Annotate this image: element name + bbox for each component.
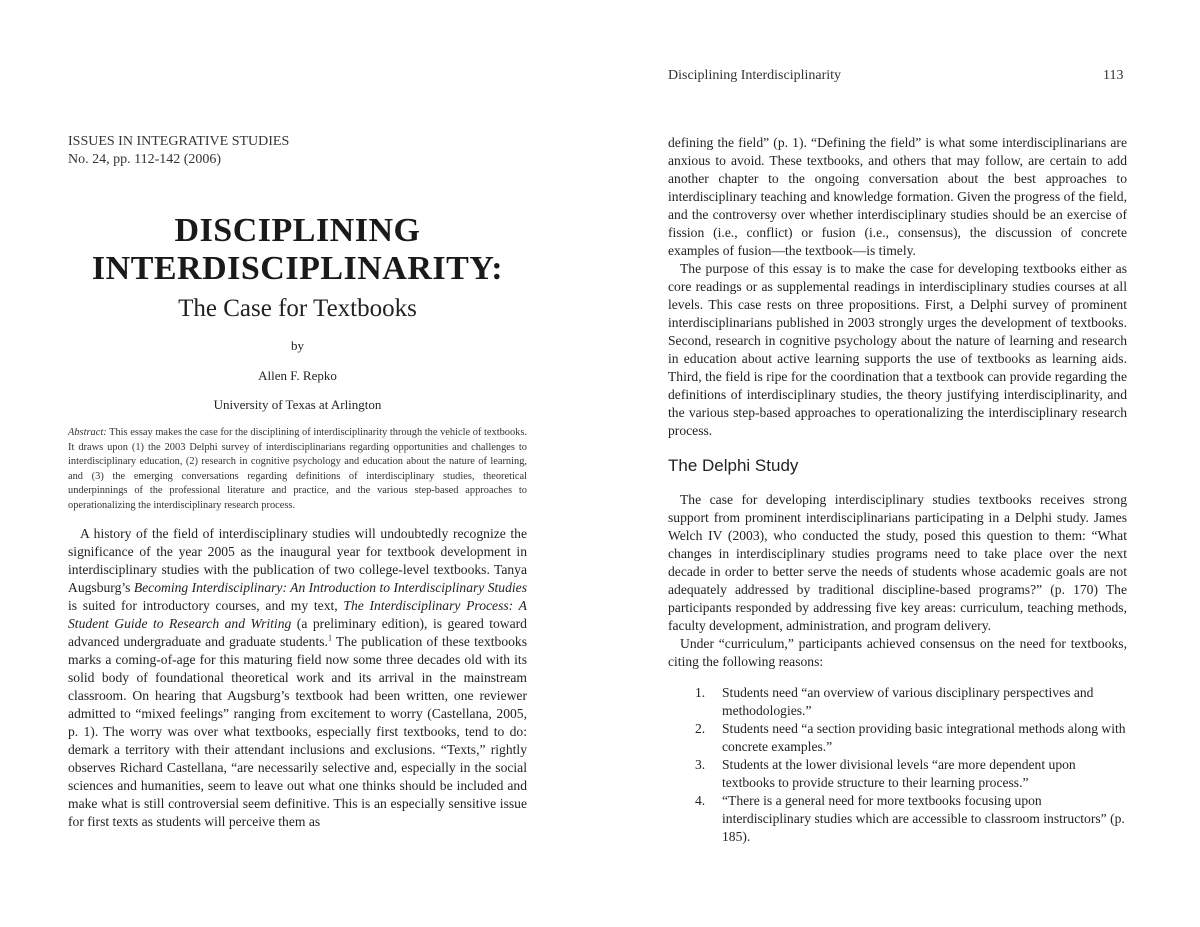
journal-info bbox=[68, 133, 289, 169]
body-text-right-top bbox=[668, 134, 1127, 440]
list-item bbox=[668, 684, 1127, 720]
reasons-list bbox=[668, 684, 1127, 846]
byline-by: by bbox=[291, 338, 304, 353]
journal-issue: No. 24, pp. 112-142 (2006) bbox=[68, 152, 222, 167]
list-item bbox=[668, 720, 1127, 756]
right-page bbox=[600, 0, 1200, 927]
paragraph: The case for developing interdisciplinary studies textbooks receives strong support from prominent interdisciplinarians participating in a Delphi study. James Welch IV (2003), who conducted the study, posed this question to them: “What changes in interdisciplinary studies programs need to take place over the next decade in order to better serve the needs of students whose academic goals are not adequately addressed by traditional discipline-based programs?” (p. 170) The participants responded by addressing five key areas: curriculum, teaching methods, faculty development, administration, and program delivery. bbox=[668, 492, 1127, 633]
list-item bbox=[668, 792, 1127, 846]
author-name: Allen F. Repko bbox=[258, 368, 337, 383]
title-line-2: INTERDISCIPLINARITY: bbox=[91, 250, 504, 287]
abstract-label: Abstract: bbox=[68, 427, 107, 438]
book-title-repko: The Interdisciplinary Process: A Student Guide to Research and Writing bbox=[68, 598, 527, 631]
paragraph: The purpose of this essay is to make the case for developing textbooks either as core readings or as supplemental readings in interdisciplinary studies courses at all levels. This case rests on three propositions. First, a Delphi survey of prominent interdisciplinarians published in 2003 strongly urges the development of textbooks. Second, research in cognitive psychology about the nature of learning and research in education about active learning supports the use of textbooks as learning aids. Third, the field is ripe for the coordination that a textbook can provide regarding the definitions of interdisciplinary studies, the theory justifying interdisciplinarity, and the various step-based approaches to operationalizing the interdisciplinary research process. bbox=[668, 261, 1127, 438]
text-run: The publication of these textbooks marks a coming-of-age for this maturing field now some three decades old with its solid body of foundational theoretical work and its arrival in the mainstream classroom. On hearing that Augsburg’s textbook had been written, one reviewer admitted to “mixed feelings” ranging from excitement to worry (Castellana, 2005, p. 1). The worry was over what textbooks, especially first textbooks, tend to do: demark a territory with their attendant inclusions and exclusions. “Texts,” rightly observes Richard Castellana, “are necessarily selective and, especially in the social sciences and humanities, seem to leave out what one thinks should be included and make what is still controversial seem definitive. This is an especially sensitive issue for first texts as students will perceive them as bbox=[68, 634, 528, 829]
list-item-text: Students at the lower divisional levels “are more dependent upon textbooks to provide structure to their learning process.” bbox=[722, 757, 1076, 790]
author-affiliation: University of Texas at Arlington bbox=[213, 397, 382, 412]
article-subtitle: The Case for Textbooks bbox=[178, 295, 417, 322]
list-item-text: Students need “an overview of various disciplinary perspectives and methodologies.” bbox=[722, 685, 1094, 718]
list-item-text: “There is a general need for more textbooks focusing upon interdisciplinary studies which are accessible to classroom instructors” (p. 185). bbox=[722, 793, 1125, 844]
article-title bbox=[60, 212, 535, 288]
text-run: is suited for introductory courses, and my text, bbox=[68, 598, 344, 613]
text-run: (a preliminary edition), is geared toward advanced undergraduate and graduate students. bbox=[68, 616, 527, 649]
footnote-marker[interactable]: 1 bbox=[327, 633, 332, 643]
section-heading: The Delphi Study bbox=[668, 456, 799, 475]
list-number: 1. bbox=[695, 685, 706, 700]
running-head: Disciplining Interdisciplinarity bbox=[668, 68, 842, 83]
list-number: 3. bbox=[695, 757, 706, 772]
list-number: 2. bbox=[695, 721, 706, 736]
page-number: 113 bbox=[1103, 68, 1124, 83]
list-number: 4. bbox=[695, 793, 706, 808]
book-title-augsburg: Becoming Interdisciplinary: An Introduction to Interdisciplinary Studies bbox=[133, 580, 527, 595]
list-item-text: Students need “a section providing basic integrational methods along with concrete examples.” bbox=[722, 721, 1126, 754]
body-text-right-delphi bbox=[668, 491, 1127, 671]
text-run: A history of the field of interdisciplinary studies will undoubtedly recognize the significance of the year 2005 as the inaugural year for textbook development in interdisciplinary studies with the publication of two college-level textbooks. Tanya Augsburg’s bbox=[68, 526, 527, 595]
paragraph: Under “curriculum,” participants achieved consensus on the need for textbooks, citing the following reasons: bbox=[668, 636, 1127, 669]
paragraph: defining the field” (p. 1). “Defining the field” is what some interdisciplinarians are anxious to avoid. These textbooks, and others that may follow, are certain to add another chapter to the ongoing conversation about the best approaches to interdisciplinary teaching and knowledge formation. Given the progress of the field, and the controversy over whether interdisciplinary studies should be an exercise of fission (i.e., conflict) or fusion (i.e., consensus), the discussion of concrete examples of fusion—the textbook—is timely. bbox=[668, 135, 1127, 258]
list-item bbox=[668, 756, 1127, 792]
title-line-1: DISCIPLINING bbox=[174, 212, 421, 249]
journal-name: ISSUES IN INTEGRATIVE STUDIES bbox=[68, 134, 290, 149]
body-text-left bbox=[68, 525, 527, 831]
paragraph bbox=[68, 525, 527, 831]
abstract bbox=[68, 426, 527, 514]
abstract-text: This essay makes the case for the disciplining of interdisciplinarity through the vehicle of textbooks. It draws upon (1) the 2003 Delphi survey of interdisciplinarians regarding opportunities and challenges to interdisciplinary education, (2) research in cognitive psychology and education about the nature of learning, and (3) the emerging conversations regarding definitions of interdisciplinary studies, theoretical underpinnings of the professional literature and practice, and the various step-based approaches to operationalizing the interdisciplinary research process. bbox=[68, 427, 527, 511]
